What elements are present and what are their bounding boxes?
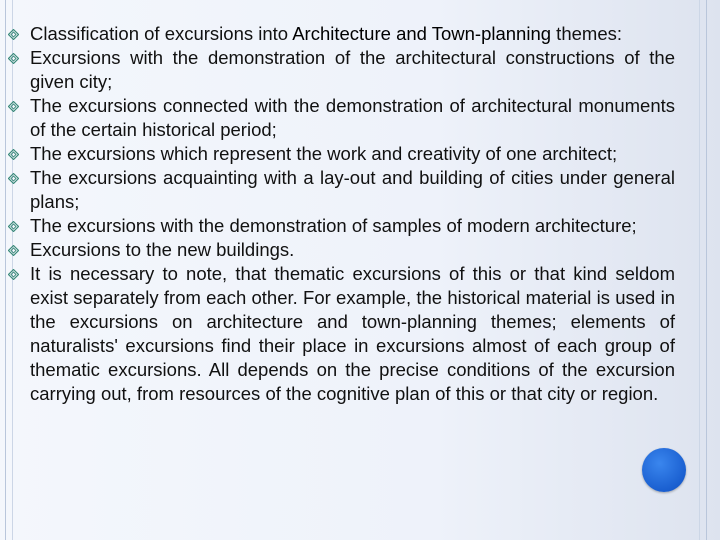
list-item bbox=[30, 94, 675, 142]
list-item bbox=[30, 238, 675, 262]
left-frame-line-outer bbox=[5, 0, 6, 540]
item-text: The excursions acquainting with a lay-out and building of cities under general plans; bbox=[30, 167, 675, 212]
hollow-diamond-icon bbox=[8, 149, 19, 160]
list-item bbox=[30, 262, 675, 406]
hollow-diamond-icon bbox=[8, 221, 19, 232]
bullet-list bbox=[30, 22, 675, 406]
list-item bbox=[30, 22, 675, 46]
item-text: The excursions which represent the work and creativity of one architect; bbox=[30, 143, 618, 164]
item-text: It is necessary to note, that thematic excursions of this or that kind seldom exist separately from each other. For example, the historical material is used in the excursions on architecture and town-planning themes; elements of naturalists' excursions find their place in excursions almost of each group of thematic excursions. All depends on the precise conditions of the excursion carrying out, from resources of the cognitive plan of this or that city or region. bbox=[30, 263, 675, 404]
item-text: Excursions to the new buildings. bbox=[30, 239, 295, 260]
item-text: The excursions connected with the demonstration of architectural monuments of the certain historical period; bbox=[30, 95, 675, 140]
list-item bbox=[30, 142, 675, 166]
item-text: The excursions with the demonstration of samples of modern architecture; bbox=[30, 215, 637, 236]
list-item bbox=[30, 166, 675, 214]
item-text-highlight: Architecture and Town-planning bbox=[292, 23, 552, 44]
hollow-diamond-icon bbox=[8, 245, 19, 256]
right-frame-line-inner bbox=[699, 0, 700, 540]
item-text-prefix: Classification of excursions into bbox=[30, 23, 293, 44]
list-item bbox=[30, 46, 675, 94]
hollow-diamond-icon bbox=[8, 173, 19, 184]
hollow-diamond-icon bbox=[8, 101, 19, 112]
right-frame-line-outer bbox=[706, 0, 707, 540]
hollow-diamond-icon bbox=[8, 269, 19, 280]
hollow-diamond-icon bbox=[8, 53, 19, 64]
slide-nav-button[interactable] bbox=[642, 448, 686, 492]
hollow-diamond-icon bbox=[8, 29, 19, 40]
list-item bbox=[30, 214, 675, 238]
item-text-suffix: themes: bbox=[551, 23, 622, 44]
item-text: Excursions with the demonstration of the architectural constructions of the given city; bbox=[30, 47, 675, 92]
